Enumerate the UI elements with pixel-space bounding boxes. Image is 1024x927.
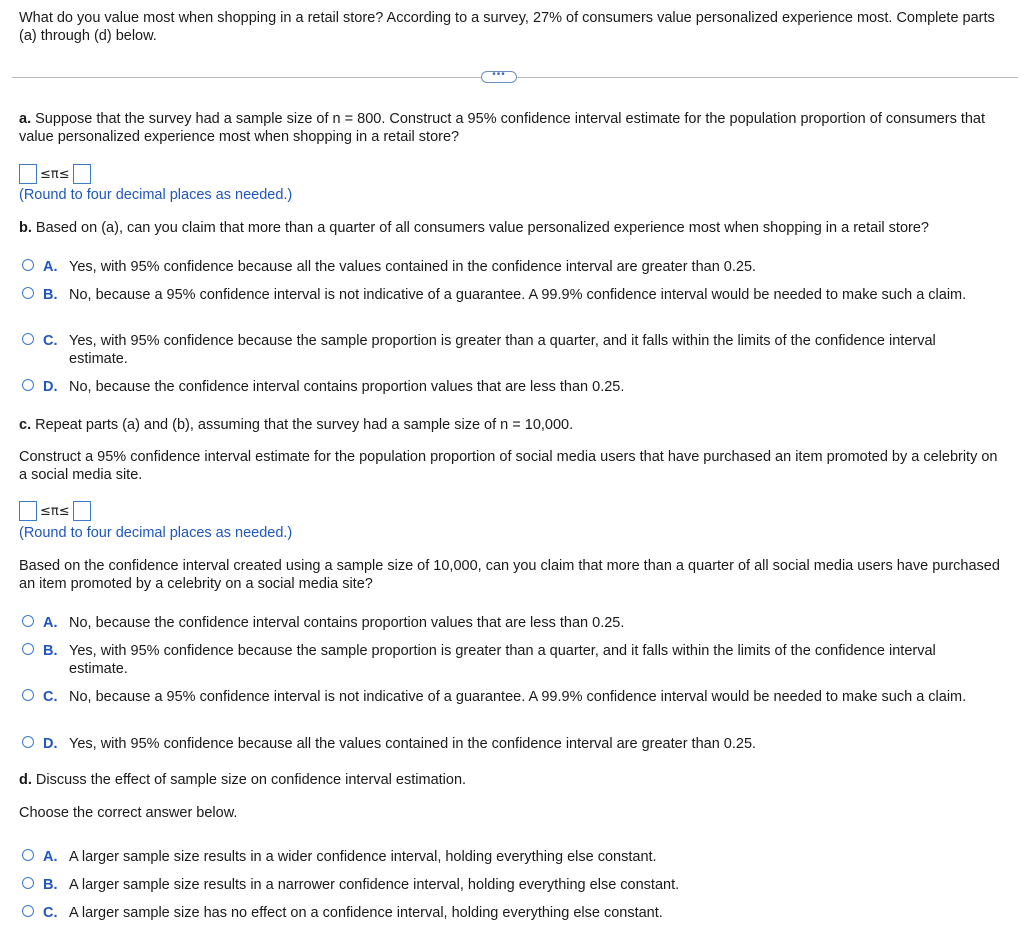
part-c-construct-prompt: Construct a 95% confidence interval estimate for the population proportion of social media users that have purchased an item promoted by a celebrity on a social media site. xyxy=(19,449,998,483)
part-d-label: d. xyxy=(19,772,32,788)
part-c-followup-question: Based on the confidence interval created using a sample size of 10,000, can you claim that more than a quarter of all social media users have purchased an item promoted by a celebrity on a social media site? xyxy=(19,558,1000,592)
option-letter: C. xyxy=(43,905,58,921)
radio-button[interactable] xyxy=(22,333,34,345)
option-text: A larger sample size results in a narrower confidence interval, holding everything else constant. xyxy=(69,877,680,893)
option-text: No, because a 95% confidence interval is not indicative of a guarantee. A 99.9% confidence interval would be needed to make such a claim. xyxy=(69,287,967,303)
part-b-text: Based on (a), can you claim that more than a quarter of all consumers value personalized experience most when shopping in a retail store? xyxy=(31,220,929,236)
radio-button[interactable] xyxy=(22,615,34,627)
part-a-text: Suppose that the survey had a sample size of n = 800. Construct a 95% confidence interval estimate for the population proportion of consumers that value personalized experience most when shopping in a retail store? xyxy=(19,111,986,145)
option-letter: B. xyxy=(43,287,58,303)
part-c-label: c. xyxy=(19,417,32,433)
option-text: Yes, with 95% confidence because the sample proportion is greater than a quarter, and it falls within the limits of the confidence interval estimate. xyxy=(69,333,936,367)
part-c-upper-bound-input[interactable] xyxy=(73,501,91,521)
ellipsis-icon: ••• xyxy=(492,69,506,80)
option-text: A larger sample size has no effect on a confidence interval, holding everything else constant. xyxy=(69,905,663,921)
part-b-label: b. xyxy=(19,220,32,236)
radio-button[interactable] xyxy=(22,259,34,271)
part-d-text: Discuss the effect of sample size on confidence interval estimation. xyxy=(31,772,467,788)
pi-inequality-symbol: ≤π≤ xyxy=(40,503,70,519)
radio-button[interactable] xyxy=(22,849,34,861)
part-a-label: a. xyxy=(19,111,32,127)
problem-intro: What do you value most when shopping in a retail store? According to a survey, 27% of consumers value personalized experience most. Complete parts (a) through (d) below. xyxy=(19,10,995,44)
part-d-question xyxy=(19,771,1009,789)
option-letter: C. xyxy=(43,333,58,349)
pi-inequality-symbol: ≤π≤ xyxy=(40,166,70,182)
radio-button[interactable] xyxy=(22,877,34,889)
part-a-upper-bound-input[interactable] xyxy=(73,164,91,184)
option-letter: D. xyxy=(43,379,58,395)
part-a-rounding-hint: (Round to four decimal places as needed.) xyxy=(19,187,293,203)
part-c-text: Repeat parts (a) and (b), assuming that the survey had a sample size of n = 10,000. xyxy=(31,417,574,433)
part-c-interval xyxy=(19,500,91,522)
part-a-lower-bound-input[interactable] xyxy=(19,164,37,184)
part-d-instruction: Choose the correct answer below. xyxy=(19,805,238,821)
option-text: No, because the confidence interval contains proportion values that are less than 0.25. xyxy=(69,615,625,631)
part-b-question xyxy=(19,219,1009,237)
expand-more-button[interactable] xyxy=(481,71,517,83)
radio-button[interactable] xyxy=(22,379,34,391)
radio-button[interactable] xyxy=(22,905,34,917)
option-letter: B. xyxy=(43,877,58,893)
part-c-rounding-hint: (Round to four decimal places as needed.) xyxy=(19,525,293,541)
option-letter: A. xyxy=(43,849,58,865)
option-letter: B. xyxy=(43,643,58,659)
option-text: Yes, with 95% confidence because all the values contained in the confidence interval are greater than 0.25. xyxy=(69,259,757,275)
part-c-question xyxy=(19,416,1009,434)
option-text: No, because a 95% confidence interval is not indicative of a guarantee. A 99.9% confidence interval would be needed to make such a claim. xyxy=(69,689,967,705)
option-letter: D. xyxy=(43,736,58,752)
part-a-interval xyxy=(19,163,91,185)
option-text: Yes, with 95% confidence because the sample proportion is greater than a quarter, and it falls within the limits of the confidence interval estimate. xyxy=(69,643,936,677)
radio-button[interactable] xyxy=(22,736,34,748)
part-a-question xyxy=(19,110,1009,146)
option-letter: C. xyxy=(43,689,58,705)
radio-button[interactable] xyxy=(22,287,34,299)
option-letter: A. xyxy=(43,259,58,275)
part-c-lower-bound-input[interactable] xyxy=(19,501,37,521)
radio-button[interactable] xyxy=(22,643,34,655)
option-text: A larger sample size results in a wider confidence interval, holding everything else constant. xyxy=(69,849,657,865)
option-text: Yes, with 95% confidence because all the values contained in the confidence interval are greater than 0.25. xyxy=(69,736,757,752)
radio-button[interactable] xyxy=(22,689,34,701)
option-text: No, because the confidence interval contains proportion values that are less than 0.25. xyxy=(69,379,625,395)
option-letter: A. xyxy=(43,615,58,631)
